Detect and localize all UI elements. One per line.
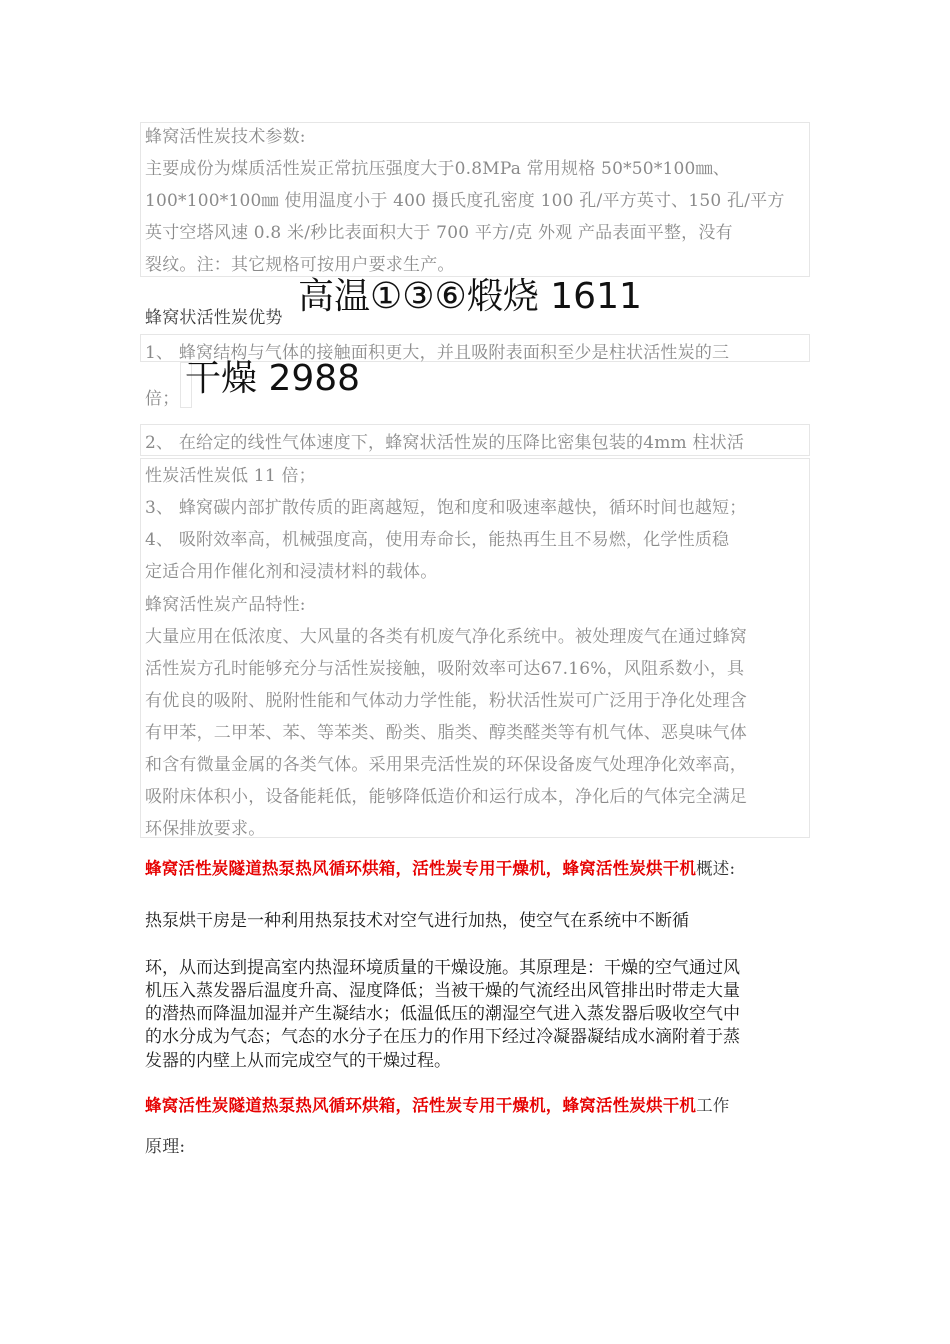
features-line-6: 吸附床体积小，设备能耗低，能够降低造价和运行成本，净化后的气体完全满足 [145, 787, 747, 807]
overview-line-1: 热泵烘干房是一种利用热泵技术对空气进行加热，使空气在系统中不断循 [145, 911, 689, 931]
overview-title [145, 855, 735, 879]
principle-title [145, 1092, 730, 1116]
overview-line-5: 的水分成为气态；气态的水分子在压力的作用下经过冷凝器凝结成水滴附着于蒸 [145, 1027, 740, 1047]
features-line-2: 活性炭方孔时能够充分与活性炭接触，吸附效率可达67.16%，风阻系数小，具 [145, 659, 745, 679]
overview-line-6: 发器的内壁上从而完成空气的干燥过程。 [145, 1051, 451, 1071]
advantage-line-2: 倍； [145, 389, 180, 409]
overview-line-3: 机压入蒸发器后温度升高、湿度降低；当被干燥的气流经出风管排出时带走大量 [145, 981, 740, 1001]
features-line-4: 有甲苯，二甲苯、苯、等苯类、酚类、脂类、醇类醛类等有机气体、恶臭味气体 [145, 723, 747, 743]
principle-suffix: 工作 [696, 1096, 730, 1115]
principle-red-title: 蜂窝活性炭隧道热泵热风循环烘箱，活性炭专用干燥机，蜂窝活性炭烘干机 [145, 1096, 697, 1115]
tech-params-line-2: 100*100*100㎜ 使用温度小于 400 摄氏度孔密度 100 孔/平方英寸、150 孔/平方 [145, 191, 785, 211]
overview-suffix: 概述: [696, 859, 736, 878]
overview-red-title: 蜂窝活性炭隧道热泵热风循环烘箱，活性炭专用干燥机，蜂窝活性炭烘干机 [145, 859, 697, 878]
principle-line-2: 原理: [145, 1137, 186, 1157]
features-line-5: 和含有微量金属的各类气体。采用果壳活性炭的环保设备废气处理净化效率高， [145, 755, 747, 775]
advantage-line-7: 定适合用作催化剂和浸渍材料的载体。 [145, 562, 438, 582]
stamp-drying: 干燥 2988 [185, 358, 361, 399]
advantage-line-5: 3、 蜂窝碳内部扩散传质的距离越短，饱和度和吸速率越快，循环时间也越短； [145, 498, 747, 518]
overview-line-4: 的潜热而降温加湿并产生凝结水；低温低压的潮湿空气进入蒸发器后吸收空气中 [145, 1004, 740, 1024]
advantage-line-4: 性炭活性炭低 11 倍； [145, 466, 316, 486]
features-line-1: 大量应用在低浓度、大风量的各类有机废气净化系统中。被处理废气在通过蜂窝 [145, 627, 747, 647]
tech-params-line-3: 英寸空塔风速 0.8 米/秒比表面积大于 700 平方/克 外观 产品表面平整，没有 [145, 223, 733, 243]
advantage-line-1: 1、 蜂窝结构与气体的接触面积更大，并且吸附表面积至少是柱状活性炭的三 [145, 343, 730, 363]
stamp-calcination: 高温①③⑥煅烧 1611 [298, 276, 642, 317]
tech-params-heading: 蜂窝活性炭技术参数: [145, 127, 306, 147]
advantage-line-6: 4、 吸附效率高，机械强度高，使用寿命长，能热再生且不易燃，化学性质稳 [145, 530, 730, 550]
features-line-3: 有优良的吸附、脱附性能和气体动力学性能，粉状活性炭可广泛用于净化处理含 [145, 691, 747, 711]
tech-params-line-4: 裂纹。注：其它规格可按用户要求生产。 [145, 255, 455, 275]
overview-line-2: 环，从而达到提高室内热湿环境质量的干燥设施。其原理是：干燥的空气通过风 [145, 958, 740, 978]
advantages-heading: 蜂窝状活性炭优势 [145, 308, 283, 328]
tech-params-line-1: 主要成份为煤质活性炭正常抗压强度大于0.8MPa 常用规格 50*50*100㎜、 [145, 159, 730, 179]
advantage-line-3: 2、 在给定的线性气体速度下，蜂窝状活性炭的压降比密集包装的4mm 柱状活 [145, 433, 745, 453]
features-line-7: 环保排放要求。 [145, 819, 266, 839]
features-heading: 蜂窝活性炭产品特性: [145, 595, 306, 615]
